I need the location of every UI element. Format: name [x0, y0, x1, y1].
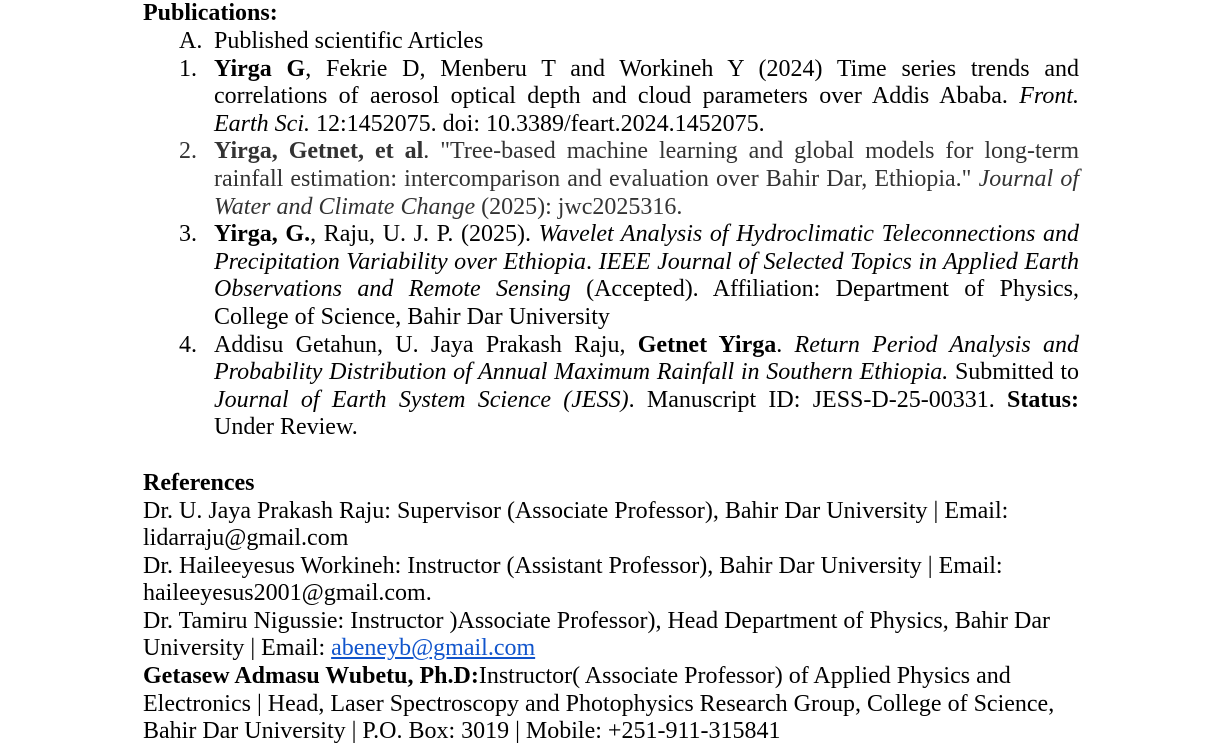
publications-heading: Publications:	[143, 0, 278, 26]
cv-page	[143, 0, 1083, 746]
status-label: Status:	[1006, 386, 1079, 413]
publication-item	[143, 56, 1079, 139]
author-highlight: Getnet Yirga	[637, 331, 777, 358]
citation-tail: (Accepted). Affiliation: Department of Physics, College of Science, Bahir Dar University	[214, 276, 1079, 330]
citation-tail: 12:1452075. doi: 10.3389/feart.2024.1452075.	[310, 110, 765, 137]
subsection-marker: A.	[179, 27, 203, 54]
author-highlight: Yirga G	[214, 55, 306, 82]
publication-item	[143, 332, 1079, 442]
reference-entry	[143, 663, 1063, 746]
publication-title: . "Tree-based machine learning and global models for long-term rainfall estimation: intercomparison and evaluation over Bahir Dar, Ethiopia."	[214, 138, 1079, 192]
publication-number: 2.	[179, 138, 197, 165]
publication-item	[143, 138, 1079, 221]
citation-tail: (2025): jwc2025316.	[475, 193, 683, 220]
reference-text: Instructor( Associate Professor) of Applied Physics and Electronics | Head, Laser Spectroscopy and Photophysics Research Group, College of Science, Bahir Dar University | P.O. Box: 3019 | Mobile: +251-911-315841	[143, 663, 1055, 745]
separator: .	[776, 331, 795, 358]
venue: IEEE Journal of Selected Topics in Applied Earth Observations and Remote Sensing	[214, 248, 1079, 303]
publication-title: Return Period Analysis and Probability Distribution of Annual Maximum Rainfall in Southern Ethiopia.	[214, 331, 1079, 386]
publication-title: Wavelet Analysis of Hydroclimatic Teleconnections and Precipitation Variability over Ethiopia	[214, 221, 1079, 275]
separator: .	[586, 248, 599, 275]
subsection-title: Published scientific Articles	[214, 27, 484, 54]
publication-number: 4.	[179, 331, 197, 358]
reference-text: Dr. Haileeyesus Workineh: Instructor (Assistant Professor), Bahir Dar University | Email: haileeyesus2001@gmail.com.	[143, 552, 1003, 607]
venue: Front. Earth Sci.	[214, 83, 1079, 137]
section-spacer	[143, 442, 1083, 470]
author-highlight: Yirga, G.	[214, 221, 311, 248]
author-highlight: Yirga, Getnet, et al	[214, 138, 424, 165]
authors-text: , Raju, U. J. P. (2025).	[310, 221, 539, 248]
references-heading: References	[143, 469, 255, 496]
venue: Journal of Water and Climate Change	[214, 165, 1079, 220]
reference-name: Getasew Admasu Wubetu, Ph.D:	[143, 663, 479, 690]
publication-item	[143, 221, 1079, 331]
reference-entry	[143, 608, 1063, 663]
publications-subsection	[143, 28, 1083, 56]
publication-number: 3.	[179, 221, 197, 248]
citation-tail: . Manuscript ID: JESS-D-25-00331.	[628, 386, 1007, 413]
publication-list	[143, 56, 1083, 442]
venue: Journal of Earth System Science (JESS)	[214, 386, 629, 413]
submitted-text: Submitted to	[948, 359, 1079, 386]
reference-entry	[143, 498, 1063, 553]
authors-text: Addisu Getahun, U. Jaya Prakash Raju,	[214, 331, 638, 358]
email-link[interactable]: abeneyb@gmail.com	[331, 635, 536, 662]
status-value: Under Review.	[214, 414, 358, 441]
reference-text: Dr. Tamiru Nigussie: Instructor )Associate Professor), Head Department of Physics, Bahir Dar University | Email:	[143, 607, 1051, 662]
reference-entry	[143, 553, 1063, 608]
publication-number: 1.	[179, 55, 197, 82]
authors-text: , Fekrie D, Menberu T and Workineh Y (2024) Time series trends and correlations of aerosol optical depth and cloud parameters over Addis Ababa.	[214, 55, 1079, 110]
reference-text: Dr. U. Jaya Prakash Raju: Supervisor (Associate Professor), Bahir Dar University | Email: lidarraju@gmail.com	[143, 497, 1009, 552]
